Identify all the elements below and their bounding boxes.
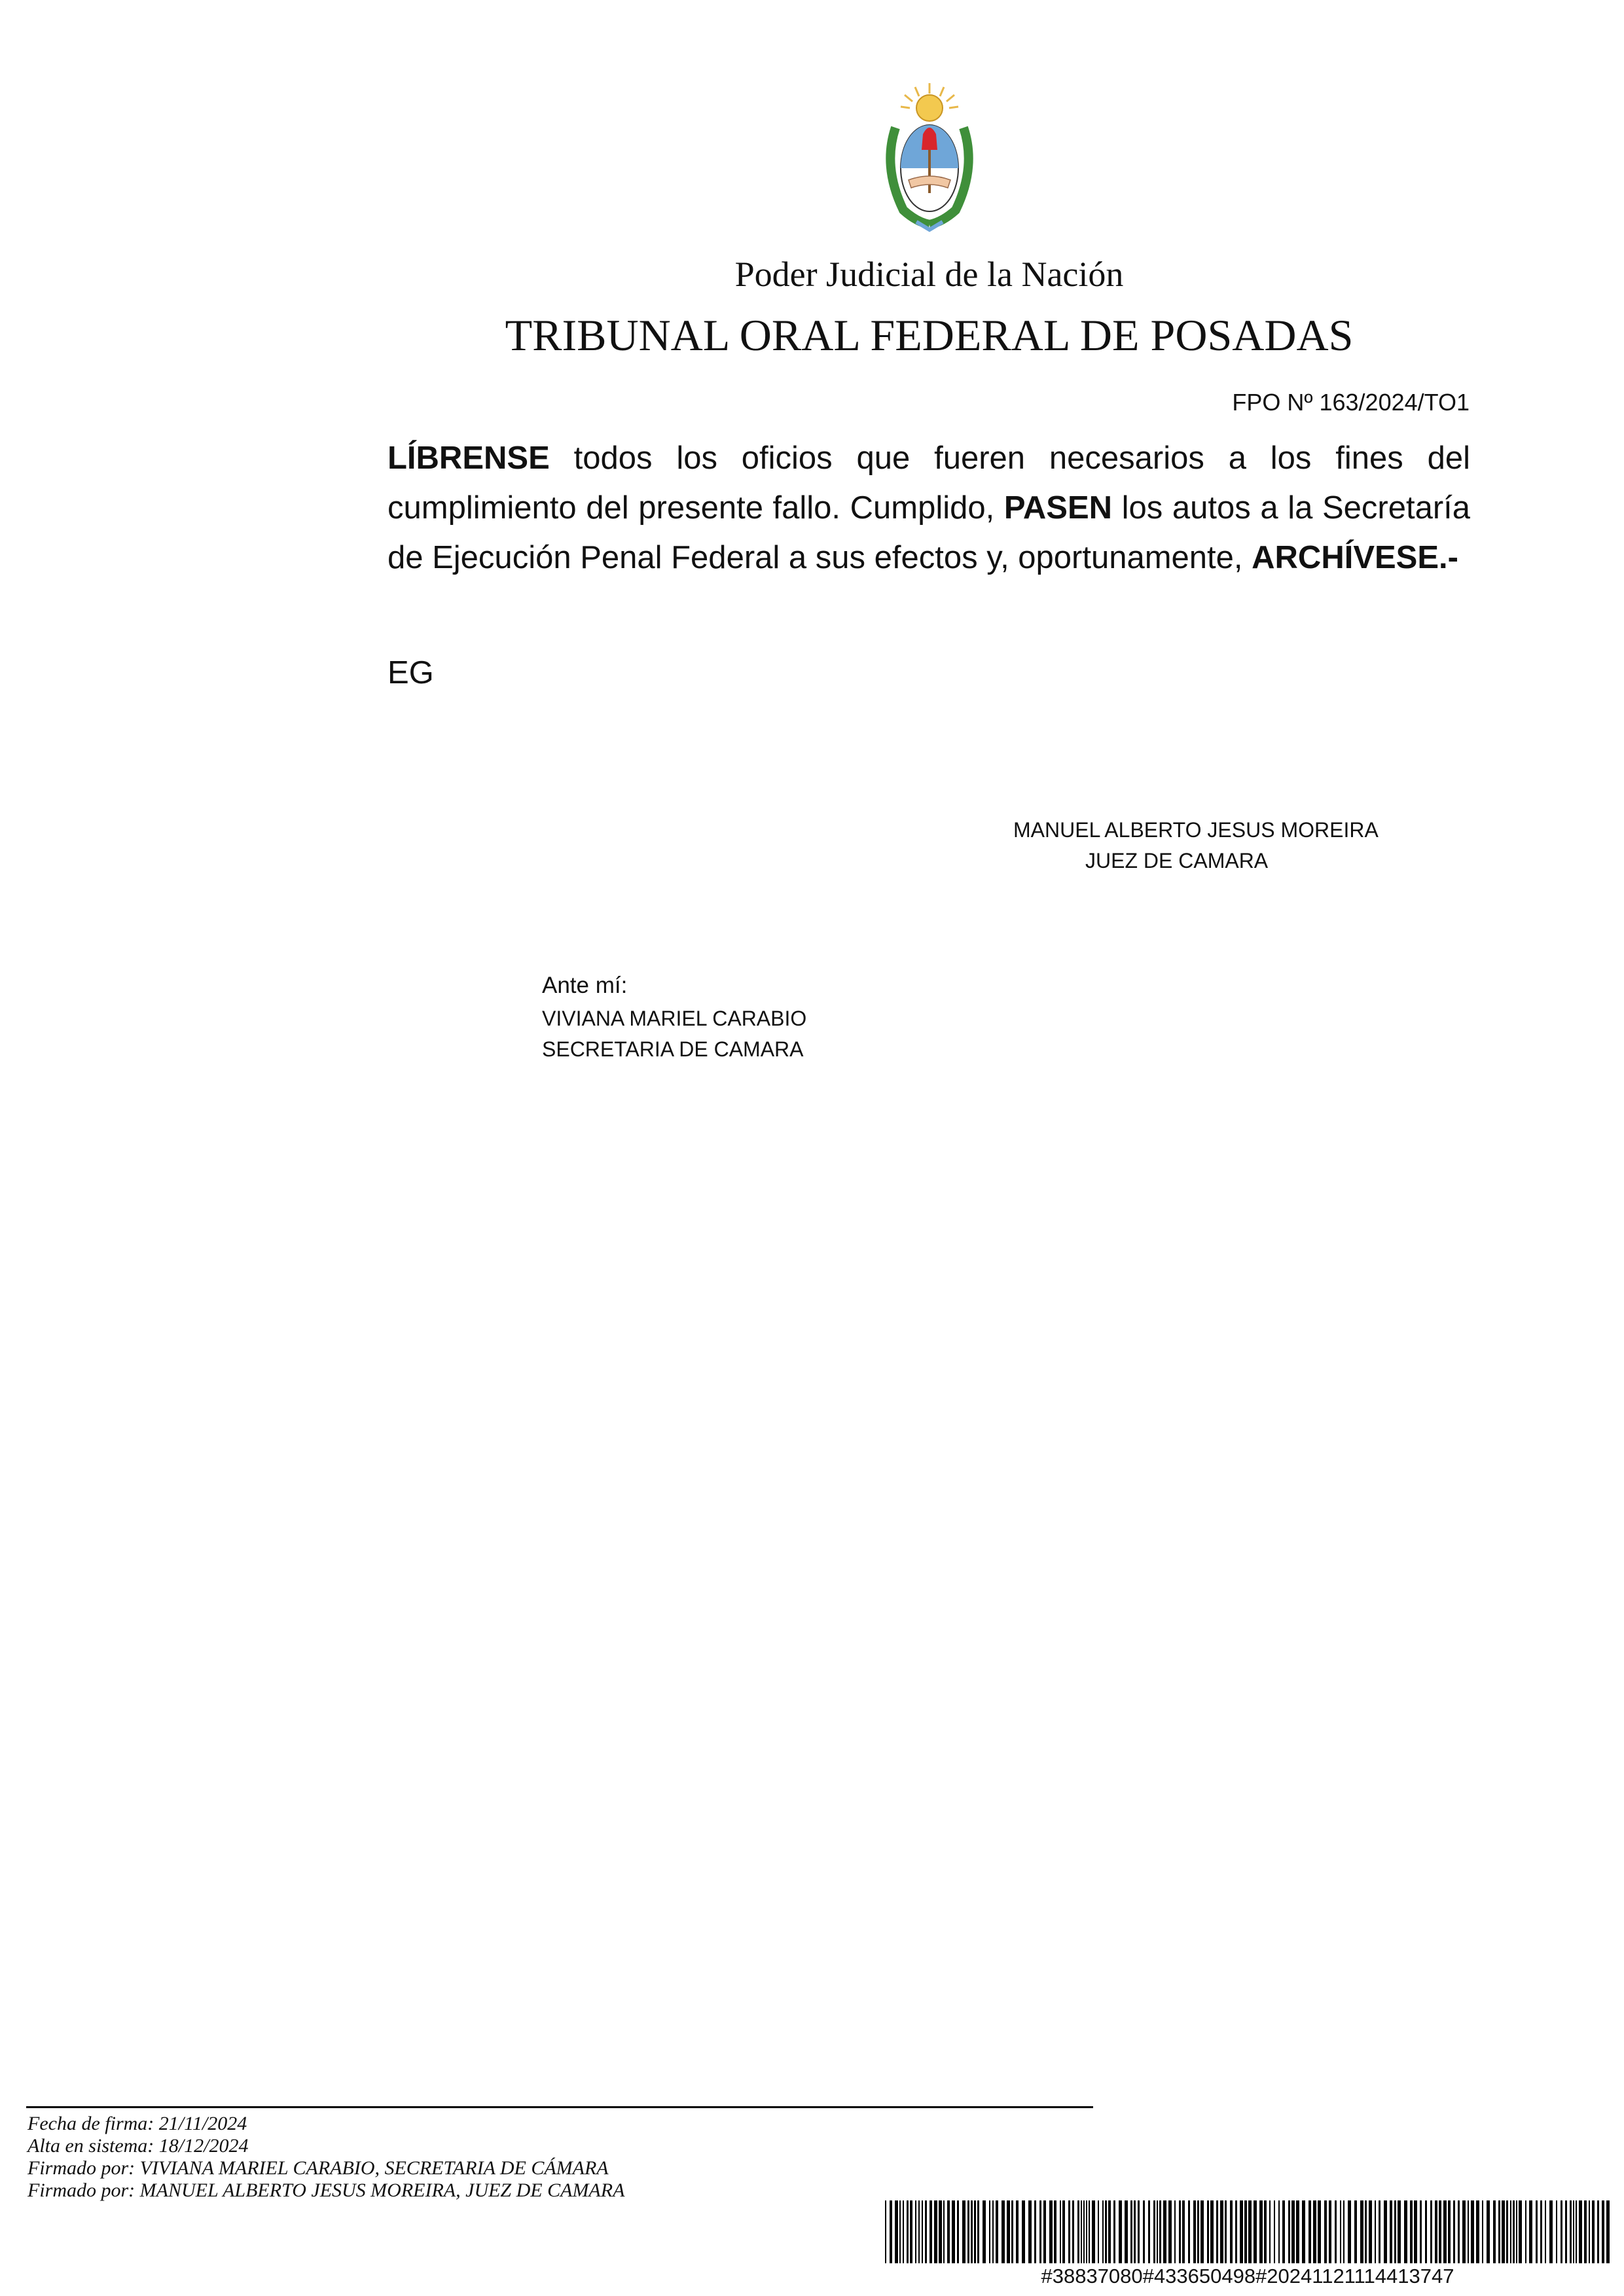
barcode-bar <box>1092 2200 1095 2263</box>
barcode-bar <box>1579 2200 1582 2263</box>
barcode-bar <box>1410 2200 1413 2263</box>
barcode-bar <box>1248 2200 1252 2263</box>
barcode-bar <box>1274 2200 1275 2263</box>
barcode-bar <box>1414 2200 1417 2263</box>
barcode-bar <box>1597 2200 1599 2263</box>
barcode-bar <box>1060 2200 1061 2263</box>
barcode-bar <box>1462 2200 1466 2263</box>
barcode-bar <box>943 2200 945 2263</box>
barcode-bar <box>1296 2200 1299 2263</box>
barcode-bar <box>1602 2200 1604 2263</box>
barcode-bar <box>1168 2200 1172 2263</box>
case-number: FPO Nº 163/2024/TO1 <box>1232 389 1470 416</box>
barcode-bar <box>922 2200 923 2263</box>
barcode-bar <box>1476 2200 1479 2263</box>
barcode-bar <box>1448 2200 1451 2263</box>
barcode-bar <box>1435 2200 1437 2263</box>
barcode-bar <box>1502 2200 1505 2263</box>
barcode-bar <box>1360 2200 1363 2263</box>
barcode-bar <box>1394 2200 1396 2263</box>
barcode-bar <box>907 2200 909 2263</box>
barcode-bar <box>1153 2200 1155 2263</box>
secretary-name: VIVIANA MARIEL CARABIO <box>542 1007 807 1030</box>
barcode-bar <box>1324 2200 1327 2263</box>
barcode-bar <box>1278 2200 1280 2263</box>
barcode-bar <box>1365 2200 1367 2263</box>
barcode-bar <box>1230 2200 1233 2263</box>
barcode-bar <box>1125 2200 1128 2263</box>
barcode-bar <box>967 2200 969 2263</box>
barcode-bar <box>1182 2200 1185 2263</box>
barcode-bar <box>1493 2200 1496 2263</box>
barcode-bar <box>1179 2200 1181 2263</box>
barcode-bar <box>1089 2200 1090 2263</box>
barcode-bar <box>1540 2200 1542 2263</box>
barcode-bar <box>962 2200 965 2263</box>
barcode-bar <box>1143 2200 1145 2263</box>
barcode-bar <box>925 2200 927 2263</box>
barcode-bar <box>1565 2200 1567 2263</box>
barcode-bar <box>1108 2200 1111 2263</box>
barcode-bar <box>934 2200 937 2263</box>
barcode-bar <box>1001 2200 1005 2263</box>
barcode-bar <box>1584 2200 1587 2263</box>
barcode-bar <box>1174 2200 1176 2263</box>
barcode-bar <box>947 2200 950 2263</box>
barcode-bar <box>1589 2200 1590 2263</box>
barcode-bar <box>1335 2200 1337 2263</box>
barcode-bar <box>1398 2200 1401 2263</box>
barcode-bar <box>1513 2200 1515 2263</box>
barcode-bar <box>1159 2200 1161 2263</box>
barcode-bar <box>1379 2200 1380 2263</box>
barcode-bar <box>1086 2200 1087 2263</box>
barcode-bar <box>1384 2200 1387 2263</box>
barcode-bar <box>1549 2200 1553 2263</box>
barcode-bar <box>1343 2200 1344 2263</box>
barcode-bar <box>903 2200 904 2263</box>
barcode-bar <box>1487 2200 1490 2263</box>
barcode-bar <box>1506 2200 1508 2263</box>
barcode-bar <box>992 2200 994 2263</box>
barcode-bar <box>1148 2200 1150 2263</box>
barcode-bar <box>1302 2200 1305 2263</box>
barcode-bar <box>1225 2200 1227 2263</box>
barcode-bar <box>1072 2200 1074 2263</box>
barcode-bar <box>1556 2200 1557 2263</box>
barcode-bar <box>989 2200 990 2263</box>
barcode-bar <box>895 2200 898 2263</box>
barcode-bar <box>1119 2200 1122 2263</box>
barcode-bar <box>983 2200 986 2263</box>
barcode-bar <box>1443 2200 1447 2263</box>
ante-mi-label: Ante mí: <box>542 973 628 998</box>
barcode-bar <box>1240 2200 1243 2263</box>
barcode-bar <box>1348 2200 1351 2263</box>
barcode-bar <box>1288 2200 1290 2263</box>
barcode-bar <box>1054 2200 1056 2263</box>
sun-icon <box>901 83 958 121</box>
barcode-bar <box>1207 2200 1209 2263</box>
barcode-bar <box>1425 2200 1427 2263</box>
barcode-bar <box>1200 2200 1204 2263</box>
bold-directive: PASEN <box>1003 490 1113 526</box>
national-coat-of-arms-icon <box>877 82 982 234</box>
barcode-bar <box>1482 2200 1483 2263</box>
judge-name: MANUEL ALBERTO JESUS MOREIRA <box>1013 818 1379 842</box>
barcode-bar <box>1216 2200 1218 2263</box>
barcode-bar <box>1157 2200 1158 2263</box>
barcode-bar <box>1081 2200 1082 2263</box>
barcode-bar <box>1308 2200 1311 2263</box>
barcode-bar <box>1404 2200 1407 2263</box>
secretary-title: SECRETARIA DE CAMARA <box>542 1037 804 1061</box>
barcode-bar <box>1525 2200 1526 2263</box>
barcode-bar <box>1529 2200 1532 2263</box>
bold-directive: LÍBRENSE <box>388 440 550 476</box>
barcode-bar <box>1498 2200 1500 2263</box>
barcode-bar <box>1516 2200 1517 2263</box>
barcode-bar <box>1163 2200 1166 2263</box>
barcode-bar <box>1188 2200 1190 2263</box>
barcode-bar <box>1016 2200 1019 2263</box>
barcode-bar <box>1098 2200 1099 2263</box>
barcode-bar <box>1259 2200 1263 2263</box>
footer-line-sign-date: Fecha de firma: 21/11/2024 <box>27 2113 247 2134</box>
barcode-bar <box>1573 2200 1574 2263</box>
barcode-bar <box>1458 2200 1460 2263</box>
barcode-bar <box>1043 2200 1046 2263</box>
barcode-bar <box>910 2200 912 2263</box>
judge-title: JUEZ DE CAMARA <box>1085 849 1269 872</box>
footer-divider <box>26 2106 1093 2108</box>
barcode-bar <box>1313 2200 1316 2263</box>
barcode-bar <box>1570 2200 1572 2263</box>
barcode-bar <box>1197 2200 1199 2263</box>
barcode-bar <box>1134 2200 1136 2263</box>
barcode-bar <box>890 2200 892 2263</box>
barcode-bar <box>952 2200 955 2263</box>
barcode-bar <box>977 2200 979 2263</box>
barcode-bar <box>1264 2200 1267 2263</box>
drafter-initials: EG <box>388 655 434 691</box>
paragraph-text: los autos a la Secretaría de Ejecución Penal Federal a sus efectos y, oportunamente, <box>388 490 1470 575</box>
barcode-bar <box>1369 2200 1372 2263</box>
barcode-bar <box>1083 2200 1085 2263</box>
barcode-bar <box>1022 2200 1025 2263</box>
barcode-bar <box>1439 2200 1441 2263</box>
barcode-bar <box>1077 2200 1079 2263</box>
barcode-bar <box>1007 2200 1010 2263</box>
footer-line-signed-judge: Firmado por: MANUEL ALBERTO JESUS MOREIRA, JUEZ DE CAMARA <box>27 2179 625 2201</box>
barcode-bar <box>1254 2200 1257 2263</box>
barcode-bar <box>1576 2200 1577 2263</box>
barcode-bar <box>899 2200 901 2263</box>
barcode-bar <box>1471 2200 1474 2263</box>
barcode-bar <box>1210 2200 1214 2263</box>
barcode-bar <box>1049 2200 1053 2263</box>
institution-name: Poder Judicial de la Nación <box>734 255 1124 294</box>
barcode <box>885 2200 1610 2263</box>
barcode-bar <box>915 2200 916 2263</box>
barcode-bar <box>1011 2200 1013 2263</box>
barcode-bar <box>1430 2200 1432 2263</box>
bold-directive: ARCHÍVESE.- <box>1252 540 1458 575</box>
barcode-bar <box>1354 2200 1357 2263</box>
barcode-bar <box>1034 2200 1036 2263</box>
barcode-bar <box>1193 2200 1196 2263</box>
barcode-bar <box>1536 2200 1538 2263</box>
barcode-bar <box>918 2200 920 2263</box>
barcode-bar <box>1062 2200 1065 2263</box>
barcode-bar <box>939 2200 942 2263</box>
barcode-bar <box>1102 2200 1104 2263</box>
barcode-bar <box>1068 2200 1070 2263</box>
barcode-bar <box>1561 2200 1562 2263</box>
barcode-bar <box>1244 2200 1247 2263</box>
barcode-bar <box>1105 2200 1107 2263</box>
barcode-bar <box>1545 2200 1546 2263</box>
barcode-bar <box>1138 2200 1140 2263</box>
barcode-bar <box>1291 2200 1295 2263</box>
barcode-bar <box>1039 2200 1041 2263</box>
barcode-bar <box>1220 2200 1223 2263</box>
paragraph-text: todos los oficios que fueren necesarios a los fines del cumplimiento del presente fallo. Cumplido, <box>388 440 1470 526</box>
barcode-bar <box>885 2200 886 2263</box>
barcode-bar <box>1453 2200 1455 2263</box>
barcode-bar <box>1519 2200 1522 2263</box>
barcode-bar <box>957 2200 959 2263</box>
resolution-paragraph <box>388 433 1470 583</box>
barcode-bar <box>1028 2200 1032 2263</box>
footer-line-signed-secretary: Firmado por: VIVIANA MARIEL CARABIO, SECRETARIA DE CÁMARA <box>27 2157 609 2179</box>
barcode-bar <box>1329 2200 1331 2263</box>
barcode-bar <box>1269 2200 1271 2263</box>
barcode-bar <box>1390 2200 1392 2263</box>
barcode-bar <box>1592 2200 1595 2263</box>
barcode-bar <box>974 2200 976 2263</box>
barcode-bar <box>929 2200 932 2263</box>
barcode-number: #38837080#433650498#20241121114413747 <box>1041 2265 1454 2287</box>
barcode-bar <box>996 2200 998 2263</box>
barcode-bar <box>1340 2200 1341 2263</box>
court-name: TRIBUNAL ORAL FEDERAL DE POSADAS <box>505 310 1354 360</box>
signature-footer <box>27 2113 624 2202</box>
barcode-bar <box>1318 2200 1321 2263</box>
barcode-bar <box>1510 2200 1511 2263</box>
barcode-bar <box>971 2200 973 2263</box>
barcode-bar <box>1468 2200 1469 2263</box>
barcode-bar <box>1113 2200 1115 2263</box>
barcode-bar <box>1606 2200 1610 2263</box>
barcode-bar <box>1375 2200 1376 2263</box>
footer-line-system-date: Alta en sistema: 18/12/2024 <box>27 2135 249 2157</box>
barcode-bar <box>1420 2200 1422 2263</box>
barcode-bar <box>1130 2200 1132 2263</box>
barcode-bar <box>1282 2200 1285 2263</box>
barcode-bar <box>1235 2200 1237 2263</box>
